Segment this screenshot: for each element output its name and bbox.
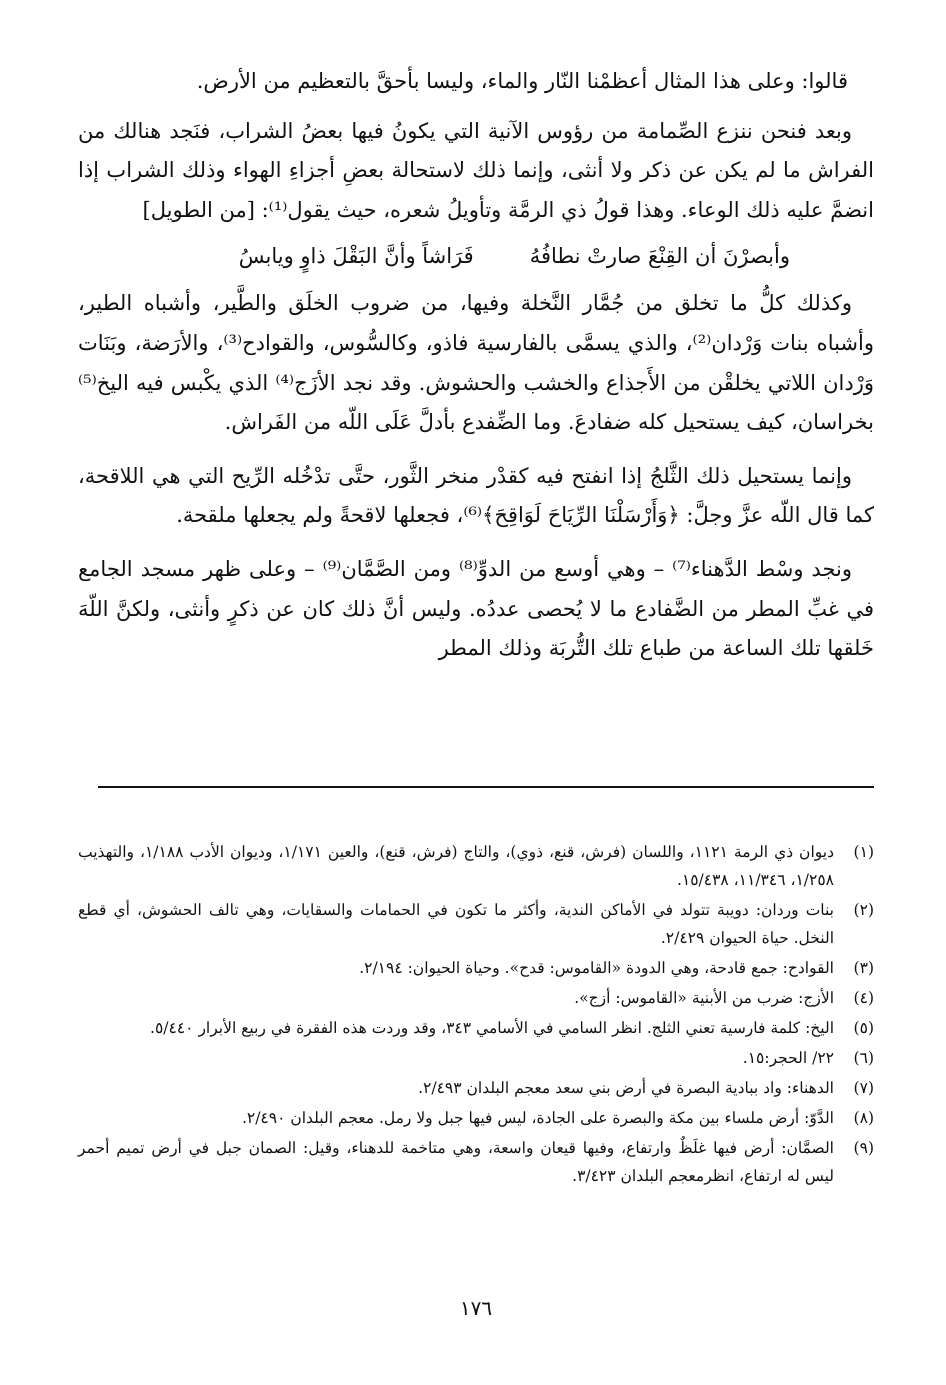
footnote	[78, 1104, 874, 1132]
paragraph: قالوا: وعلى هذا المثال أعظمْنا النّار والماء، وليسا بأحقَّ بالتعظيم من الأرض.	[196, 69, 848, 93]
footnote-text: ديوان ذي الرمة ١١٢١، واللسان (فرش، قنع، ذوي)، والتاج (فرش، قنع)، والعين ١/١٧١، وديوان الأدب ١/١٨٨، والتهذيب ١/٢٥٨، ١١/٣٤٦، ١٥/٤٣٨.	[78, 843, 834, 889]
footnote-number: (٥)	[853, 1019, 874, 1037]
footnote	[78, 838, 874, 894]
footnote	[78, 1134, 874, 1190]
page-number: ١٧٦	[459, 1296, 493, 1320]
verse-first-hemistich: وأبصرْنَ أن القِنْعَ صارتْ نطافُهُ	[529, 244, 790, 269]
main-text	[78, 62, 874, 669]
footnote-text: القوادح: جمع قادحة، وهي الدودة «القاموس: قدح». وحياة الحيوان: ٢/١٩٤.	[359, 959, 834, 977]
footnote-number: (٢)	[853, 901, 874, 919]
footnote	[78, 984, 874, 1012]
footnote-text: الصمَّان: أرض فيها غلَظٌ وارتفاع، وفيها قيعان واسعة، وهي متاخمة للدهناء، وقيل: الصمان جبل في أرض تميم أحمر ليس له ارتفاع، انظرمعجم البلدان ٣/٤٢٣.	[78, 1139, 834, 1185]
footnote	[78, 1014, 874, 1042]
footnote	[78, 1074, 874, 1102]
footnote-number: (١)	[853, 843, 874, 861]
paragraph: ونجد وسْط الدَّهناء⁽⁷⁾ – وهي أوسع من الدوِّ⁽⁸⁾ ومن الصَّمَّان⁽⁹⁾ – وعلى ظهر مسجد الجامع في غبِّ المطر من الضَّفادع ما لا يُحصى عددُه. وليس أنَّ ذلك كان عن ذكرٍ وأنثى، ولكنَّ اللّهَ خَلقها تلك الساعة من طباع تلك التُّربَة وذلك المطر	[78, 556, 874, 661]
paragraph: وبعد فنحن ننزع الصِّمامة من رؤوس الآنية التي يكونُ فيها بعضُ الشراب، فنَجد هنالك من الفراش ما لم يكن عن ذكر ولا أنثى، وإنما ذلك لاستحالة بعضِ أجزاءِ الهواء وذلك الشراب إذا انضمَّ عليه ذلك الوعاء. وهذا قولُ ذي الرمَّة وتأويلُ شعره، حيث يقول⁽¹⁾: [من الطويل]	[78, 118, 874, 222]
verse	[78, 236, 874, 276]
footnote	[78, 1044, 874, 1072]
footnote-text: اليخ: كلمة فارسية تعني الثلج. انظر السامي في الأسامي ٣٤٣، وقد وردت هذه الفقرة في ربيع الأبرار ٥/٤٤٠.	[150, 1019, 834, 1037]
footnote	[78, 954, 874, 982]
footnote-number: (٤)	[853, 989, 874, 1007]
footnote-number: (٣)	[853, 959, 874, 977]
footnote-text: الدَّوّ: أرض ملساء بين مكة والبصرة على الجادة، ليس فيها جبل ولا رمل. معجم البلدان ٢/٤٩٠.	[241, 1109, 834, 1127]
book-page	[78, 62, 874, 1362]
footnote-number: (٨)	[853, 1109, 874, 1127]
footnote	[78, 896, 874, 952]
footnotes	[78, 838, 874, 1192]
footnote-number: (٩)	[853, 1139, 874, 1157]
footnote-number: (٦)	[853, 1049, 874, 1067]
footnote-text: الدهناء: واد ببادية البصرة في أرض بني سعد معجم البلدان ٢/٤٩٣.	[418, 1079, 834, 1097]
footnote-number: (٧)	[853, 1079, 874, 1097]
footnote-text: ٢٢/ الحجر:١٥.	[742, 1049, 834, 1067]
verse-second-hemistich: فَرَاشاً وأنَّ البَقْلَ ذاوٍ ويابسُ	[238, 244, 474, 269]
footnote-text: الأزج: ضرب من الأبنية «القاموس: أزج».	[574, 989, 834, 1007]
footnote-separator	[98, 786, 874, 788]
paragraph: وكذلك كلُّ ما تخلق من جُمَّار النَّخلة وفيها، من ضروب الخلَق والطَّير، وأشباه الطير، وأشباه بنات وَرْدان⁽²⁾، والذي يسمَّى بالفارسية فاذو، وكالسُّوس، والقوادح⁽³⁾، والأرَضة، وبَنَات وَرْدان اللاتي يخلقْن من الأَجذاع والخشب والحشوش. وقد نجد الأزَج⁽⁴⁾ الذي يكْبس فيه اليخ⁽⁵⁾ بخراسان، كيف يستحيل كله ضفادعَ. وما الضِّفدع بأدلَّ عَلَى اللّه من الفَراش.	[78, 291, 874, 435]
paragraph: وإنما يستحيل ذلك الثَّلجُ إذا انفتح فيه كقدْر منخر الثَّور، حتَّى تدْخُله الرِّيح التي هي اللاقحة، كما قال اللّه عزَّ وجلَّ: ﴿وَأَرْسَلْنَا الرِّيَاحَ لَوَاقِحَ﴾⁽⁶⁾، فجعلها لاقحةً ولم يجعلها ملقحة.	[78, 463, 874, 528]
footnote-text: بنات وردان: دويبة تتولد في الأماكن الندية، وأكثر ما تكون في الحمامات والسقايات، وهي تالف الحشوش، أي قطع النخل. حياة الحيوان ٢/٤٢٩.	[78, 901, 834, 947]
